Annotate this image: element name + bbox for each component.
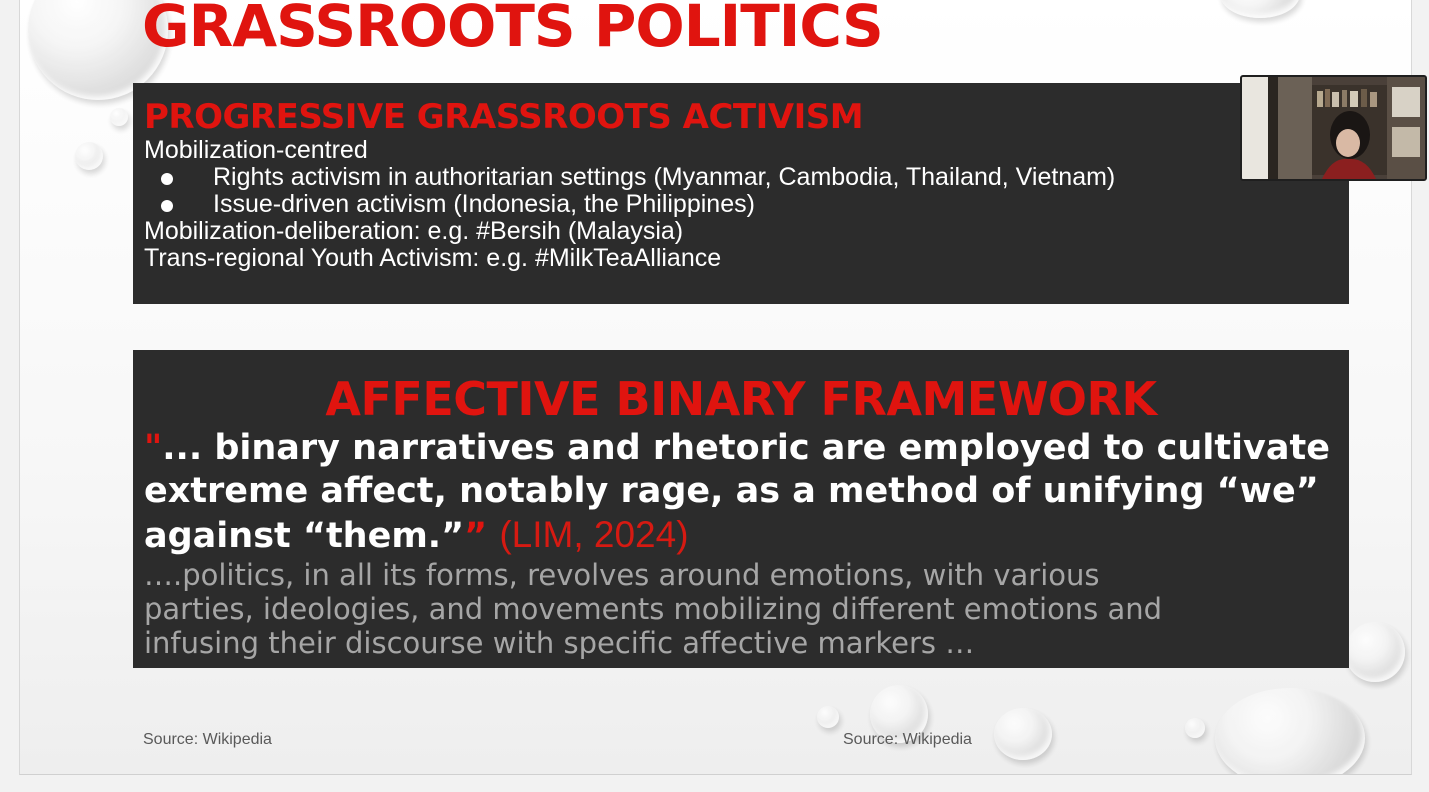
panel-heading: PROGRESSIVE GRASSROOTS ACTIVISM xyxy=(144,97,864,137)
quote-open-mark: " xyxy=(144,428,163,468)
bullet-item: Rights activism in authoritarian settings (Myanmar, Cambodia, Thailand, Vietnam) xyxy=(213,163,1116,191)
quote-line xyxy=(144,428,1330,468)
quote-line xyxy=(144,514,689,556)
source-caption: Source: Wikipedia xyxy=(843,731,972,748)
video-participant-icon xyxy=(1242,77,1425,179)
water-drop-decoration xyxy=(75,142,103,170)
webcam-thumbnail[interactable] xyxy=(1240,75,1427,181)
panel-line: Trans-regional Youth Activism: e.g. #MilkTeaAlliance xyxy=(144,244,722,272)
water-drop-decoration xyxy=(817,706,839,728)
bullet-item: Issue-driven activism (Indonesia, the Philippines) xyxy=(213,190,755,218)
panel-line: Mobilization-centred xyxy=(144,136,368,164)
source-caption: Source: Wikipedia xyxy=(143,731,272,748)
quote-line: extreme affect, notably rage, as a method of unifying “we” xyxy=(144,471,1319,511)
panel-heading: AFFECTIVE BINARY FRAMEWORK xyxy=(325,372,1157,426)
bullet-icon xyxy=(161,200,173,212)
water-drop-decoration xyxy=(1185,718,1205,738)
body-line: parties, ideologies, and movements mobilizing different emotions and xyxy=(144,592,1163,626)
body-line: infusing their discourse with specific affective markers … xyxy=(144,626,975,660)
water-drop-decoration xyxy=(110,108,128,126)
citation: (LIM, 2024) xyxy=(499,514,689,555)
water-drop-decoration xyxy=(1345,622,1405,682)
quote-close-mark: ” xyxy=(464,516,488,556)
activism-panel xyxy=(133,83,1349,304)
quote-text: ... binary narratives and rhetoric are employed to cultivate xyxy=(162,428,1330,468)
body-line: ….politics, in all its forms, revolves around emotions, with various xyxy=(144,558,1100,592)
quote-text: against “them.” xyxy=(144,516,465,556)
bullet-icon xyxy=(161,173,173,185)
water-drop-decoration xyxy=(1215,688,1365,775)
slide-title: GRASSROOTS POLITICS xyxy=(142,0,883,60)
presentation-slide xyxy=(19,0,1412,775)
water-drop-decoration xyxy=(1220,0,1300,18)
panel-line: Mobilization-deliberation: e.g. #Bersih (Malaysia) xyxy=(144,217,684,245)
framework-panel xyxy=(133,350,1349,668)
water-drop-decoration xyxy=(994,708,1052,760)
